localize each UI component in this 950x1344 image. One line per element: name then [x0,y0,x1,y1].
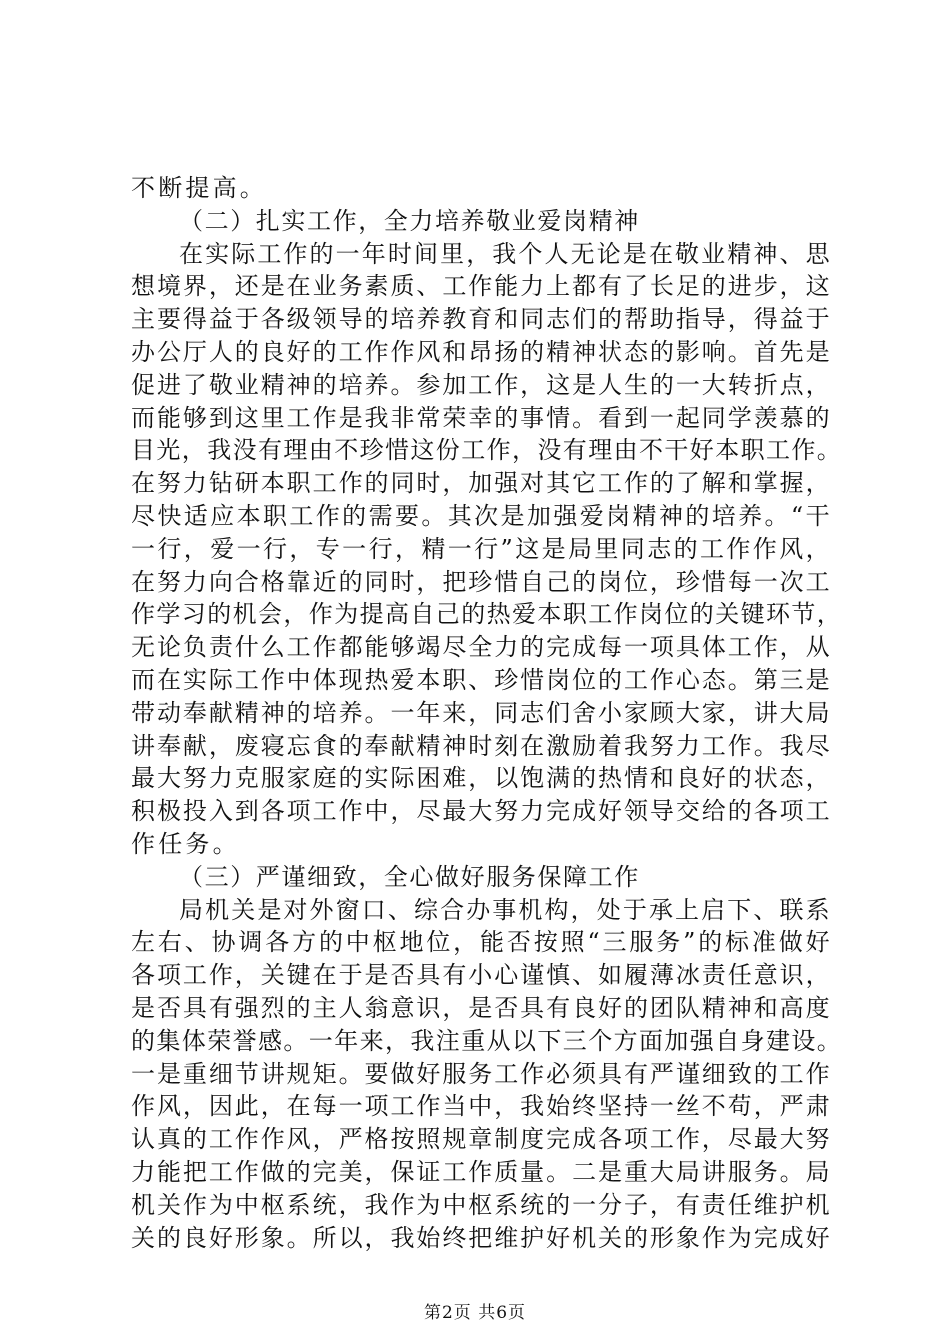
text-line: 促进了敬业精神的培养。参加工作，这是人生的一大转折点， [131,370,831,399]
text-line: 而在实际工作中体现热爱本职、珍惜岗位的工作心态。第三是 [131,665,831,694]
text-line: 最大努力克服家庭的实际困难，以饱满的热情和良好的状态， [131,764,831,793]
text-line: 在努力钻研本职工作的同时，加强对其它工作的了解和掌握， [131,469,831,498]
text-line: 一行，爱一行，专一行，精一行”这是局里同志的工作作风， [131,534,831,563]
document-body [131,172,843,1254]
text-line: 目光，我没有理由不珍惜这份工作，没有理由不干好本职工作。 [131,436,843,465]
text-line: 作风，因此，在每一项工作当中，我始终坚持一丝不苟，严肃 [131,1092,831,1121]
text-line: 认真的工作作风，严格按照规章制度完成各项工作，尽最大努 [131,1125,831,1154]
text-line: 在努力向合格靠近的同时，把珍惜自己的岗位，珍惜每一次工 [131,567,831,596]
text-line: 的集体荣誉感。一年来，我注重从以下三个方面加强自身建设。 [131,1026,843,1055]
text-line: 积极投入到各项工作中，尽最大努力完成好领导交给的各项工 [131,797,831,826]
text-line: 一是重细节讲规矩。要做好服务工作必须具有严谨细致的工作 [131,1059,831,1088]
text-line: 力能把工作做的完美，保证工作质量。二是重大局讲服务。局 [131,1157,831,1186]
text-line: 各项工作，关键在于是否具有小心谨慎、如履薄冰责任意识， [131,961,831,990]
text-line: 作学习的机会，作为提高自己的热爱本职工作岗位的关键环节， [131,600,843,629]
text-line: 关的良好形象。所以，我始终把维护好机关的形象作为完成好 [131,1223,831,1252]
text-line: 带动奉献精神的培养。一年来，同志们舍小家顾大家，讲大局 [131,698,831,727]
section-heading: （三）严谨细致，全心做好服务保障工作 [179,862,640,891]
text-line: 在实际工作的一年时间里，我个人无论是在敬业精神、思 [179,239,831,268]
text-line: 想境界，还是在业务素质、工作能力上都有了长足的进步，这 [131,272,831,301]
text-line: 办公厅人的良好的工作作风和昂扬的精神状态的影响。首先是 [131,337,831,366]
text-line: 不断提高。 [131,174,267,202]
text-line: 主要得益于各级领导的培养教育和同志们的帮助指导，得益于 [131,305,831,334]
text-line: 作任务。 [131,829,240,858]
text-line: 左右、协调各方的中枢地位，能否按照“三服务”的标准做好 [131,928,831,957]
text-line: 讲奉献，废寝忘食的奉献精神时刻在激励着我努力工作。我尽 [131,731,831,760]
page-number-footer: 第2页 共6页 [423,1303,527,1323]
text-line: 机关作为中枢系统，我作为中枢系统的一分子，有责任维护机 [131,1190,831,1219]
text-line: 是否具有强烈的主人翁意识，是否具有良好的团队精神和高度 [131,993,831,1022]
text-line: 无论负责什么工作都能够竭尽全力的完成每一项具体工作，从 [131,633,831,662]
text-line: 而能够到这里工作是我非常荣幸的事情。看到一起同学羡慕的 [131,403,831,432]
text-line: 尽快适应本职工作的需要。其次是加强爱岗精神的培养。“干 [131,501,831,530]
section-heading: （二）扎实工作，全力培养敬业爱岗精神 [179,206,640,235]
text-line: 局机关是对外窗口、综合办事机构，处于承上启下、联系 [179,895,831,924]
